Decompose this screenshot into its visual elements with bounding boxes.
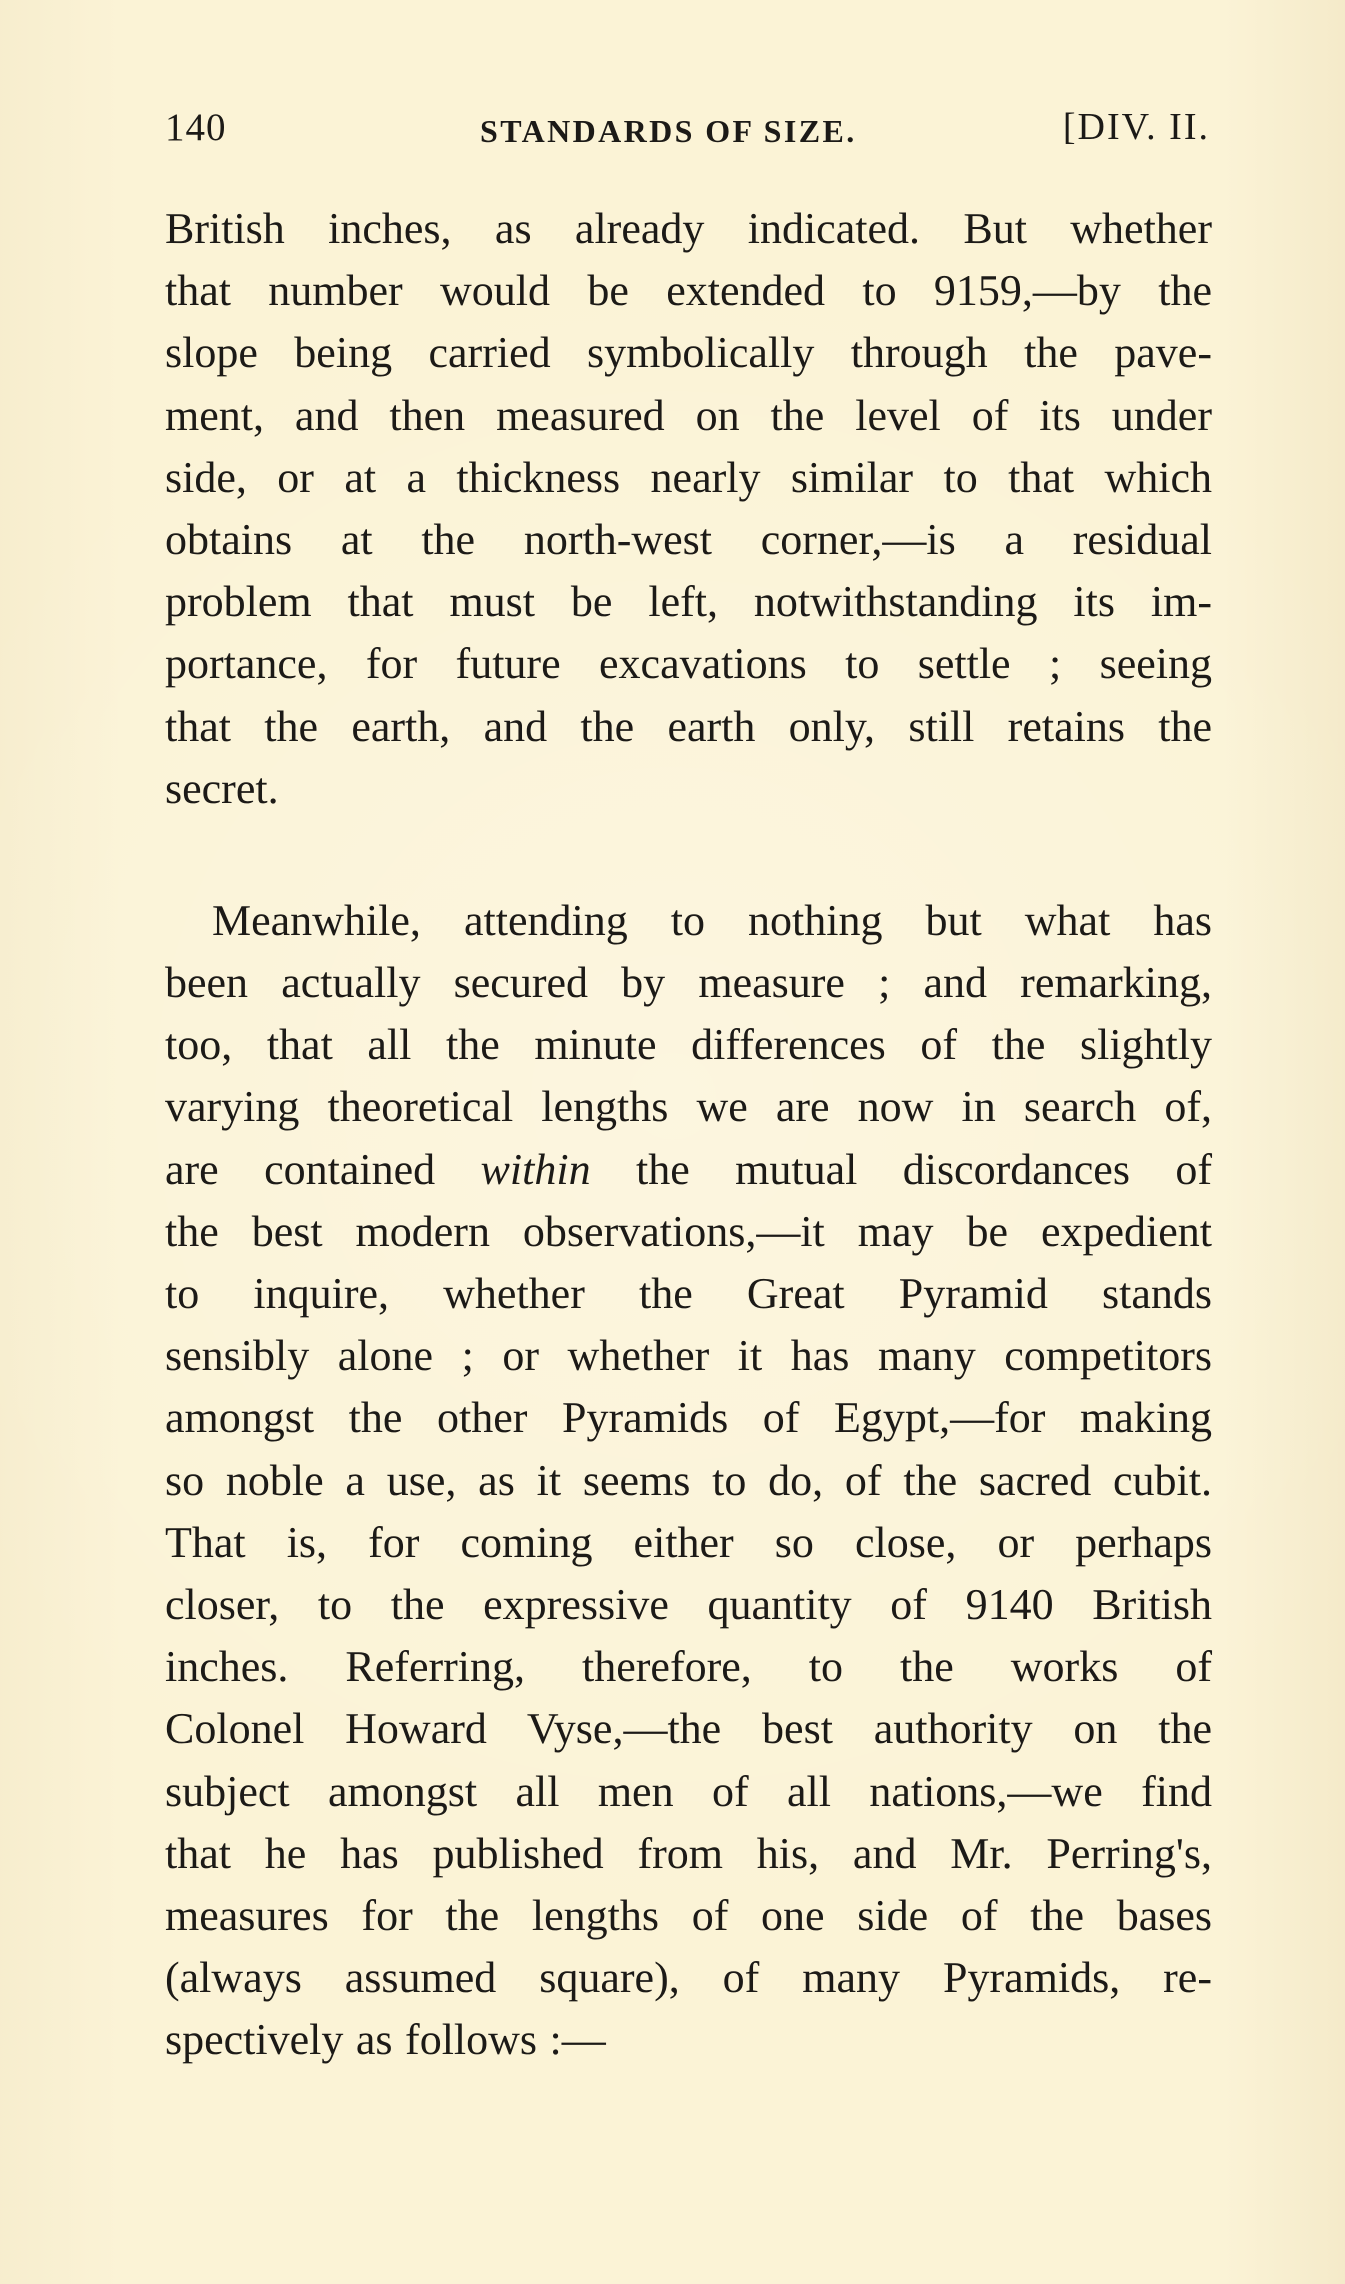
page-number: 140	[165, 106, 227, 149]
paragraph-one	[165, 198, 1212, 820]
paragraph-line: amongst the other Pyramids of Egypt,—for making	[165, 1393, 1212, 1443]
paragraph-line: Colonel Howard Vyse,—the best authority on the	[165, 1704, 1212, 1754]
paragraph-line: (always assumed square), of many Pyramids, re-	[165, 1953, 1212, 2003]
line-end-text: the mutual discordances of	[590, 1144, 1213, 1194]
paragraph-two	[165, 890, 1212, 2072]
running-head	[165, 105, 1210, 157]
paragraph-line: sensibly alone ; or whether it has many competitors	[165, 1331, 1212, 1381]
italic-word: within	[480, 1144, 591, 1194]
paragraph-line: too, that all the minute differences of the slightly	[165, 1020, 1212, 1070]
paragraph-line: side, or at a thickness nearly similar to that which	[165, 452, 1212, 502]
paragraph-line: problem that must be left, notwithstanding its im-	[165, 577, 1212, 627]
paragraph-line: inches. Referring, therefore, to the works of	[165, 1642, 1212, 1692]
paragraph-line: been actually secured by measure ; and remarking,	[165, 958, 1212, 1008]
paragraph-line: varying theoretical lengths we are now in search of,	[165, 1082, 1212, 1132]
paragraph-line: Meanwhile, attending to nothing but what has	[212, 895, 1212, 945]
paragraph-line-with-italic	[165, 1139, 1212, 1201]
body-text	[165, 198, 1212, 2071]
division-label: [DIV. II.	[1062, 106, 1210, 148]
paragraph-line: ment, and then measured on the level of its under	[165, 390, 1212, 440]
paragraph-line: that he has published from his, and Mr. Perring's,	[165, 1828, 1212, 1878]
paragraph-line: the best modern observations,—it may be expedient	[165, 1206, 1212, 1256]
paragraph-line: British inches, as already indicated. But whether	[165, 204, 1212, 253]
paragraph-last-line: secret.	[165, 763, 279, 813]
paragraph-spacing	[165, 820, 1212, 890]
paragraph-line: to inquire, whether the Great Pyramid stands	[165, 1269, 1212, 1318]
paragraph-line: That is, for coming either so close, or perhaps	[165, 1517, 1212, 1567]
paragraph-last-line: spectively as follows :—	[165, 2015, 606, 2065]
paragraph-line: subject amongst all men of all nations,—we find	[165, 1766, 1212, 1816]
paragraph-line: portance, for future excavations to settle ; seeing	[165, 639, 1212, 689]
paragraph-line: so noble a use, as it seems to do, of the sacred cubit.	[165, 1455, 1212, 1505]
paragraph-line: slope being carried symbolically through the pave-	[165, 328, 1212, 378]
paragraph-line: measures for the lengths of one side of the bases	[165, 1890, 1212, 1940]
paragraph-line: closer, to the expressive quantity of 9140 British	[165, 1579, 1212, 1629]
running-title: STANDARDS OF SIZE.	[480, 113, 857, 149]
paragraph-line: obtains at the north-west corner,—is a residual	[165, 514, 1212, 564]
paragraph-line: that number would be extended to 9159,—by the	[165, 266, 1212, 316]
line-start-text: are contained	[165, 1144, 481, 1194]
paragraph-line: that the earth, and the earth only, still retains the	[165, 701, 1212, 751]
